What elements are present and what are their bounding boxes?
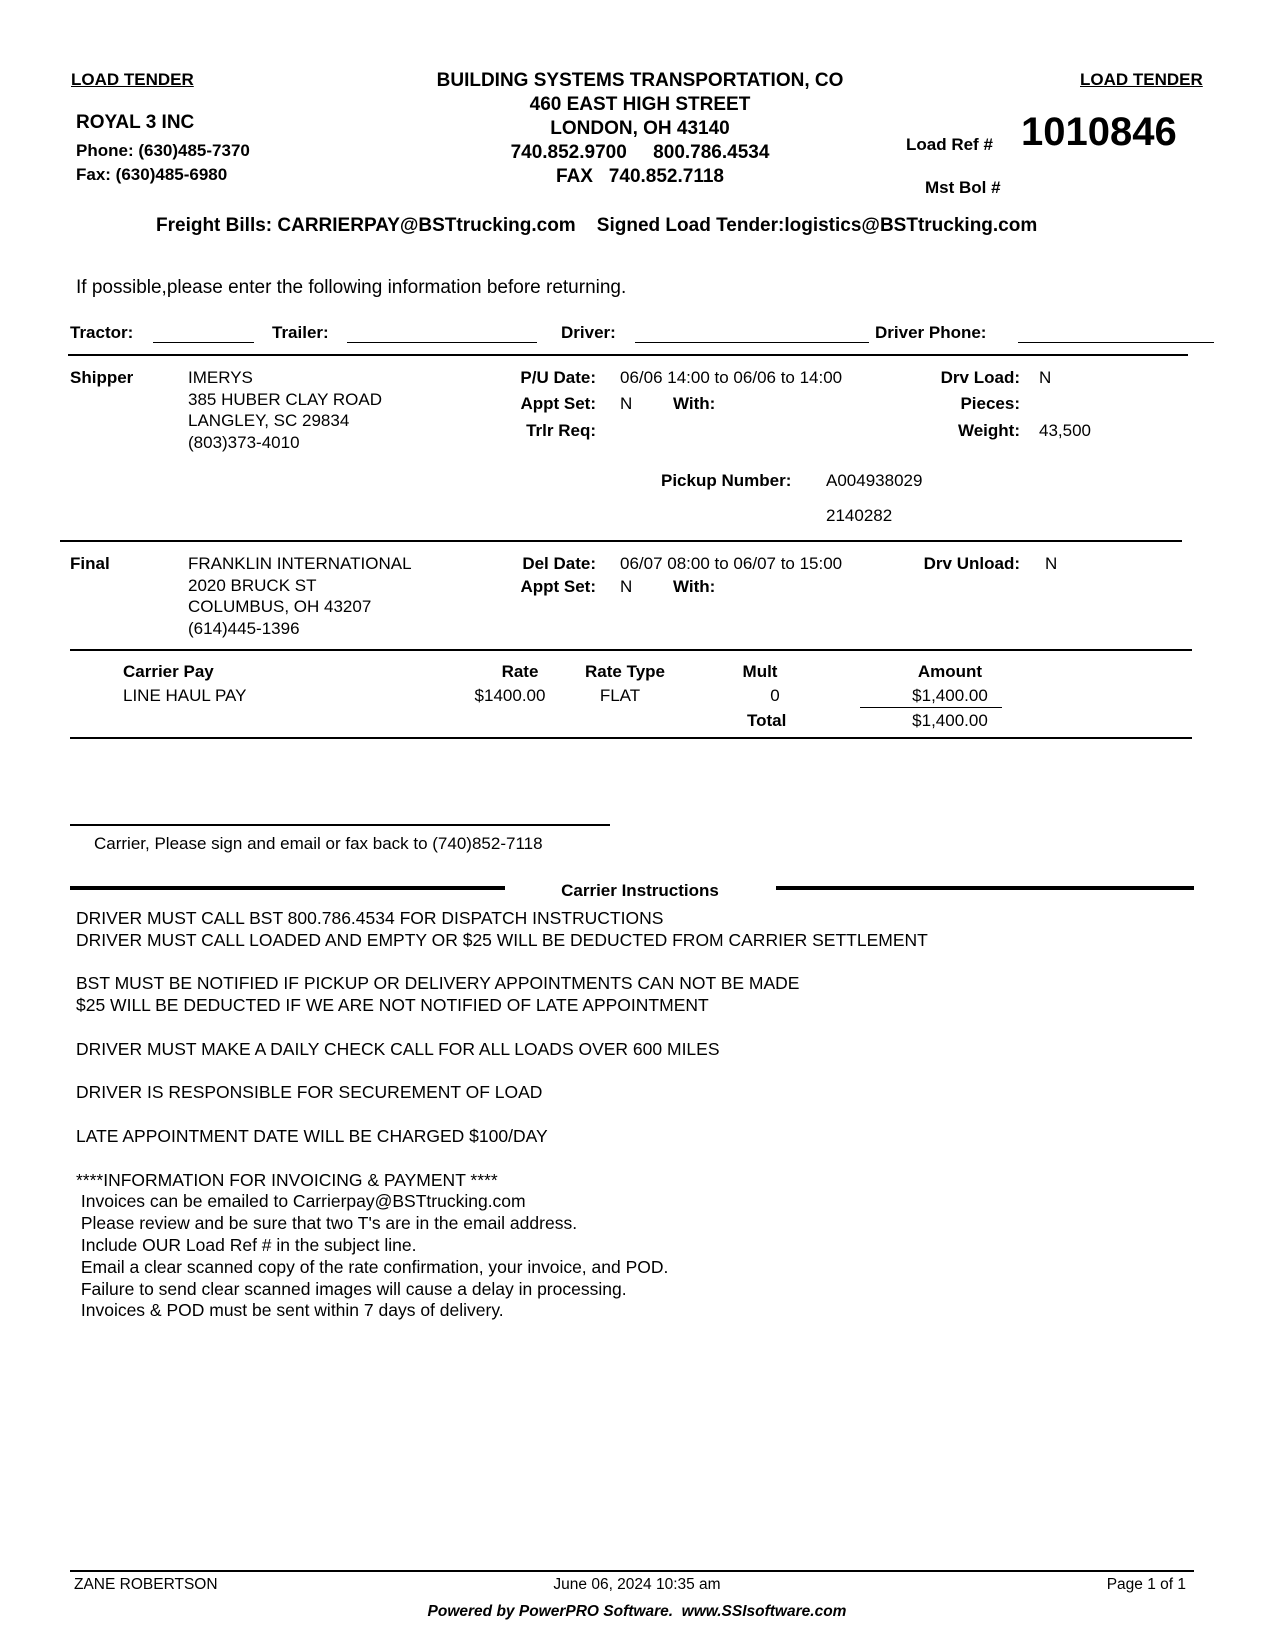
footer-datetime: June 06, 2024 10:35 am bbox=[553, 1576, 721, 1593]
driver-phone-label: Driver Phone: bbox=[875, 323, 987, 342]
divider bbox=[70, 886, 505, 890]
pickup-number-value: A004938029 bbox=[826, 471, 923, 490]
pieces-label: Pieces: bbox=[960, 394, 1020, 413]
pickup-number-value-2: 2140282 bbox=[826, 506, 893, 525]
pickup-number-label: Pickup Number: bbox=[661, 471, 792, 490]
divider bbox=[70, 649, 1192, 651]
divider bbox=[70, 737, 1192, 739]
row-mult: 0 bbox=[770, 686, 780, 705]
drv-unload-value: N bbox=[1045, 554, 1058, 573]
shipper-phone: (803)373-4010 bbox=[188, 433, 300, 452]
del-date-label: Del Date: bbox=[522, 554, 596, 573]
footer-powered-by: Powered by PowerPRO Software. www.SSIsoftware.com bbox=[427, 1603, 847, 1620]
amount-underline bbox=[860, 707, 1002, 708]
final-name: FRANKLIN INTERNATIONAL bbox=[188, 554, 412, 573]
row-rate-type: FLAT bbox=[599, 686, 641, 705]
company-name: BUILDING SYSTEMS TRANSPORTATION, CO bbox=[436, 70, 844, 91]
del-date-value: 06/07 08:00 to 06/07 to 15:00 bbox=[620, 554, 843, 573]
load-tender-label-left: LOAD TENDER bbox=[71, 70, 194, 89]
col-header-rate: Rate bbox=[501, 662, 539, 681]
signature-instruction: Carrier, Please sign and email or fax back to (740)852-7118 bbox=[94, 834, 543, 853]
with-label: With: bbox=[673, 394, 716, 413]
row-amount: $1,400.00 bbox=[912, 686, 988, 705]
final-street: 2020 BRUCK ST bbox=[188, 576, 317, 595]
col-header-mult: Mult bbox=[742, 662, 778, 681]
trlr-req-label: Trlr Req: bbox=[526, 421, 596, 440]
col-header-amount: Amount bbox=[917, 662, 983, 681]
load-ref-label: Load Ref # bbox=[906, 135, 993, 154]
final-city: COLUMBUS, OH 43207 bbox=[188, 597, 372, 616]
trailer-label: Trailer: bbox=[272, 323, 329, 342]
final-appt-set-label: Appt Set: bbox=[520, 577, 596, 596]
load-tender-label-right: LOAD TENDER bbox=[1080, 70, 1203, 89]
divider bbox=[68, 354, 1188, 356]
drv-load-label: Drv Load: bbox=[940, 368, 1020, 387]
carrier-instructions-body: DRIVER MUST CALL BST 800.786.4534 FOR DISPATCH INSTRUCTIONS DRIVER MUST CALL LOADED AND EMPTY OR $25 WILL BE DEDUCTED FROM CARRIER SETTLEMENT BST MUST BE NOTIFIED IF PICKUP OR DELIVERY APPOINTMENTS CAN NOT BE MADE $25 WILL BE DEDUCTED IF WE ARE NOT NOTIFIED OF LATE APPOINTMENT DRIVER MUST MAKE A DAILY CHECK CALL FOR ALL LOADS OVER 600 MILES DRIVER IS RESPONSIBLE FOR SECUREMENT OF LOAD LATE APPOINTMENT DATE WILL BE CHARGED $100/DAY ****INFORMATION FOR INVOICING & PAYMENT **** Invoices can be emailed to Carrierpay@BSTtrucking.com Please review and be sure that two T's are in the email address. Include OUR Load Ref # in the subject line. Email a clear scanned copy of the rate confirmation, your invoice, and POD. Failure to send clear scanned images will cause a delay in processing. Invoices & POD must be sent within 7 days of delivery. bbox=[76, 908, 928, 1321]
carrier-name: ROYAL 3 INC bbox=[76, 112, 195, 133]
load-ref-number: 1010846 bbox=[1021, 110, 1177, 154]
drv-load-value: N bbox=[1039, 368, 1052, 387]
mst-bol-label: Mst Bol # bbox=[925, 178, 1001, 197]
col-header-carrier-pay: Carrier Pay bbox=[123, 662, 214, 681]
driver-label: Driver: bbox=[561, 323, 616, 342]
shipper-name: IMERYS bbox=[188, 368, 253, 387]
final-appt-set-value: N bbox=[620, 577, 633, 596]
intro-text: If possible,please enter the following information before returning. bbox=[76, 277, 627, 298]
footer-divider bbox=[70, 1570, 1194, 1572]
tractor-field[interactable] bbox=[153, 342, 254, 343]
final-phone: (614)445-1396 bbox=[188, 619, 300, 638]
trailer-field[interactable] bbox=[347, 342, 537, 343]
appt-set-label: Appt Set: bbox=[520, 394, 596, 413]
divider bbox=[776, 886, 1194, 890]
row-description: LINE HAUL PAY bbox=[123, 686, 247, 705]
row-rate: $1400.00 bbox=[474, 686, 546, 705]
driver-field[interactable] bbox=[635, 342, 869, 343]
footer-page: Page 1 of 1 bbox=[1106, 1576, 1186, 1593]
shipper-street: 385 HUBER CLAY ROAD bbox=[188, 390, 382, 409]
total-value: $1,400.00 bbox=[912, 711, 988, 730]
carrier-fax: Fax: (630)485-6980 bbox=[76, 165, 228, 184]
driver-phone-field[interactable] bbox=[1018, 342, 1214, 343]
company-street: 460 EAST HIGH STREET bbox=[529, 94, 751, 115]
email-contacts: Freight Bills: CARRIERPAY@BSTtrucking.com Signed Load Tender:logistics@BSTtrucking.com bbox=[156, 215, 1038, 236]
signature-line[interactable] bbox=[70, 824, 610, 826]
divider bbox=[60, 540, 1182, 542]
company-phones: 740.852.9700 800.786.4534 bbox=[510, 142, 770, 163]
footer-user: ZANE ROBERTSON bbox=[74, 1576, 218, 1593]
shipper-label: Shipper bbox=[70, 368, 134, 387]
drv-unload-label: Drv Unload: bbox=[923, 554, 1020, 573]
company-city: LONDON, OH 43140 bbox=[550, 118, 730, 139]
final-label: Final bbox=[70, 554, 110, 573]
carrier-phone: Phone: (630)485-7370 bbox=[76, 141, 250, 160]
col-header-rate-type: Rate Type bbox=[585, 662, 665, 681]
pu-date-value: 06/06 14:00 to 06/06 to 14:00 bbox=[620, 368, 843, 387]
appt-set-value: N bbox=[620, 394, 633, 413]
weight-value: 43,500 bbox=[1039, 421, 1091, 440]
total-label: Total bbox=[747, 711, 787, 730]
shipper-city: LANGLEY, SC 29834 bbox=[188, 411, 350, 430]
final-with-label: With: bbox=[673, 577, 716, 596]
company-fax: FAX 740.852.7118 bbox=[556, 166, 724, 187]
carrier-instructions-title: Carrier Instructions bbox=[561, 881, 719, 900]
pu-date-label: P/U Date: bbox=[520, 368, 596, 387]
weight-label: Weight: bbox=[957, 421, 1020, 440]
tractor-label: Tractor: bbox=[70, 323, 134, 342]
